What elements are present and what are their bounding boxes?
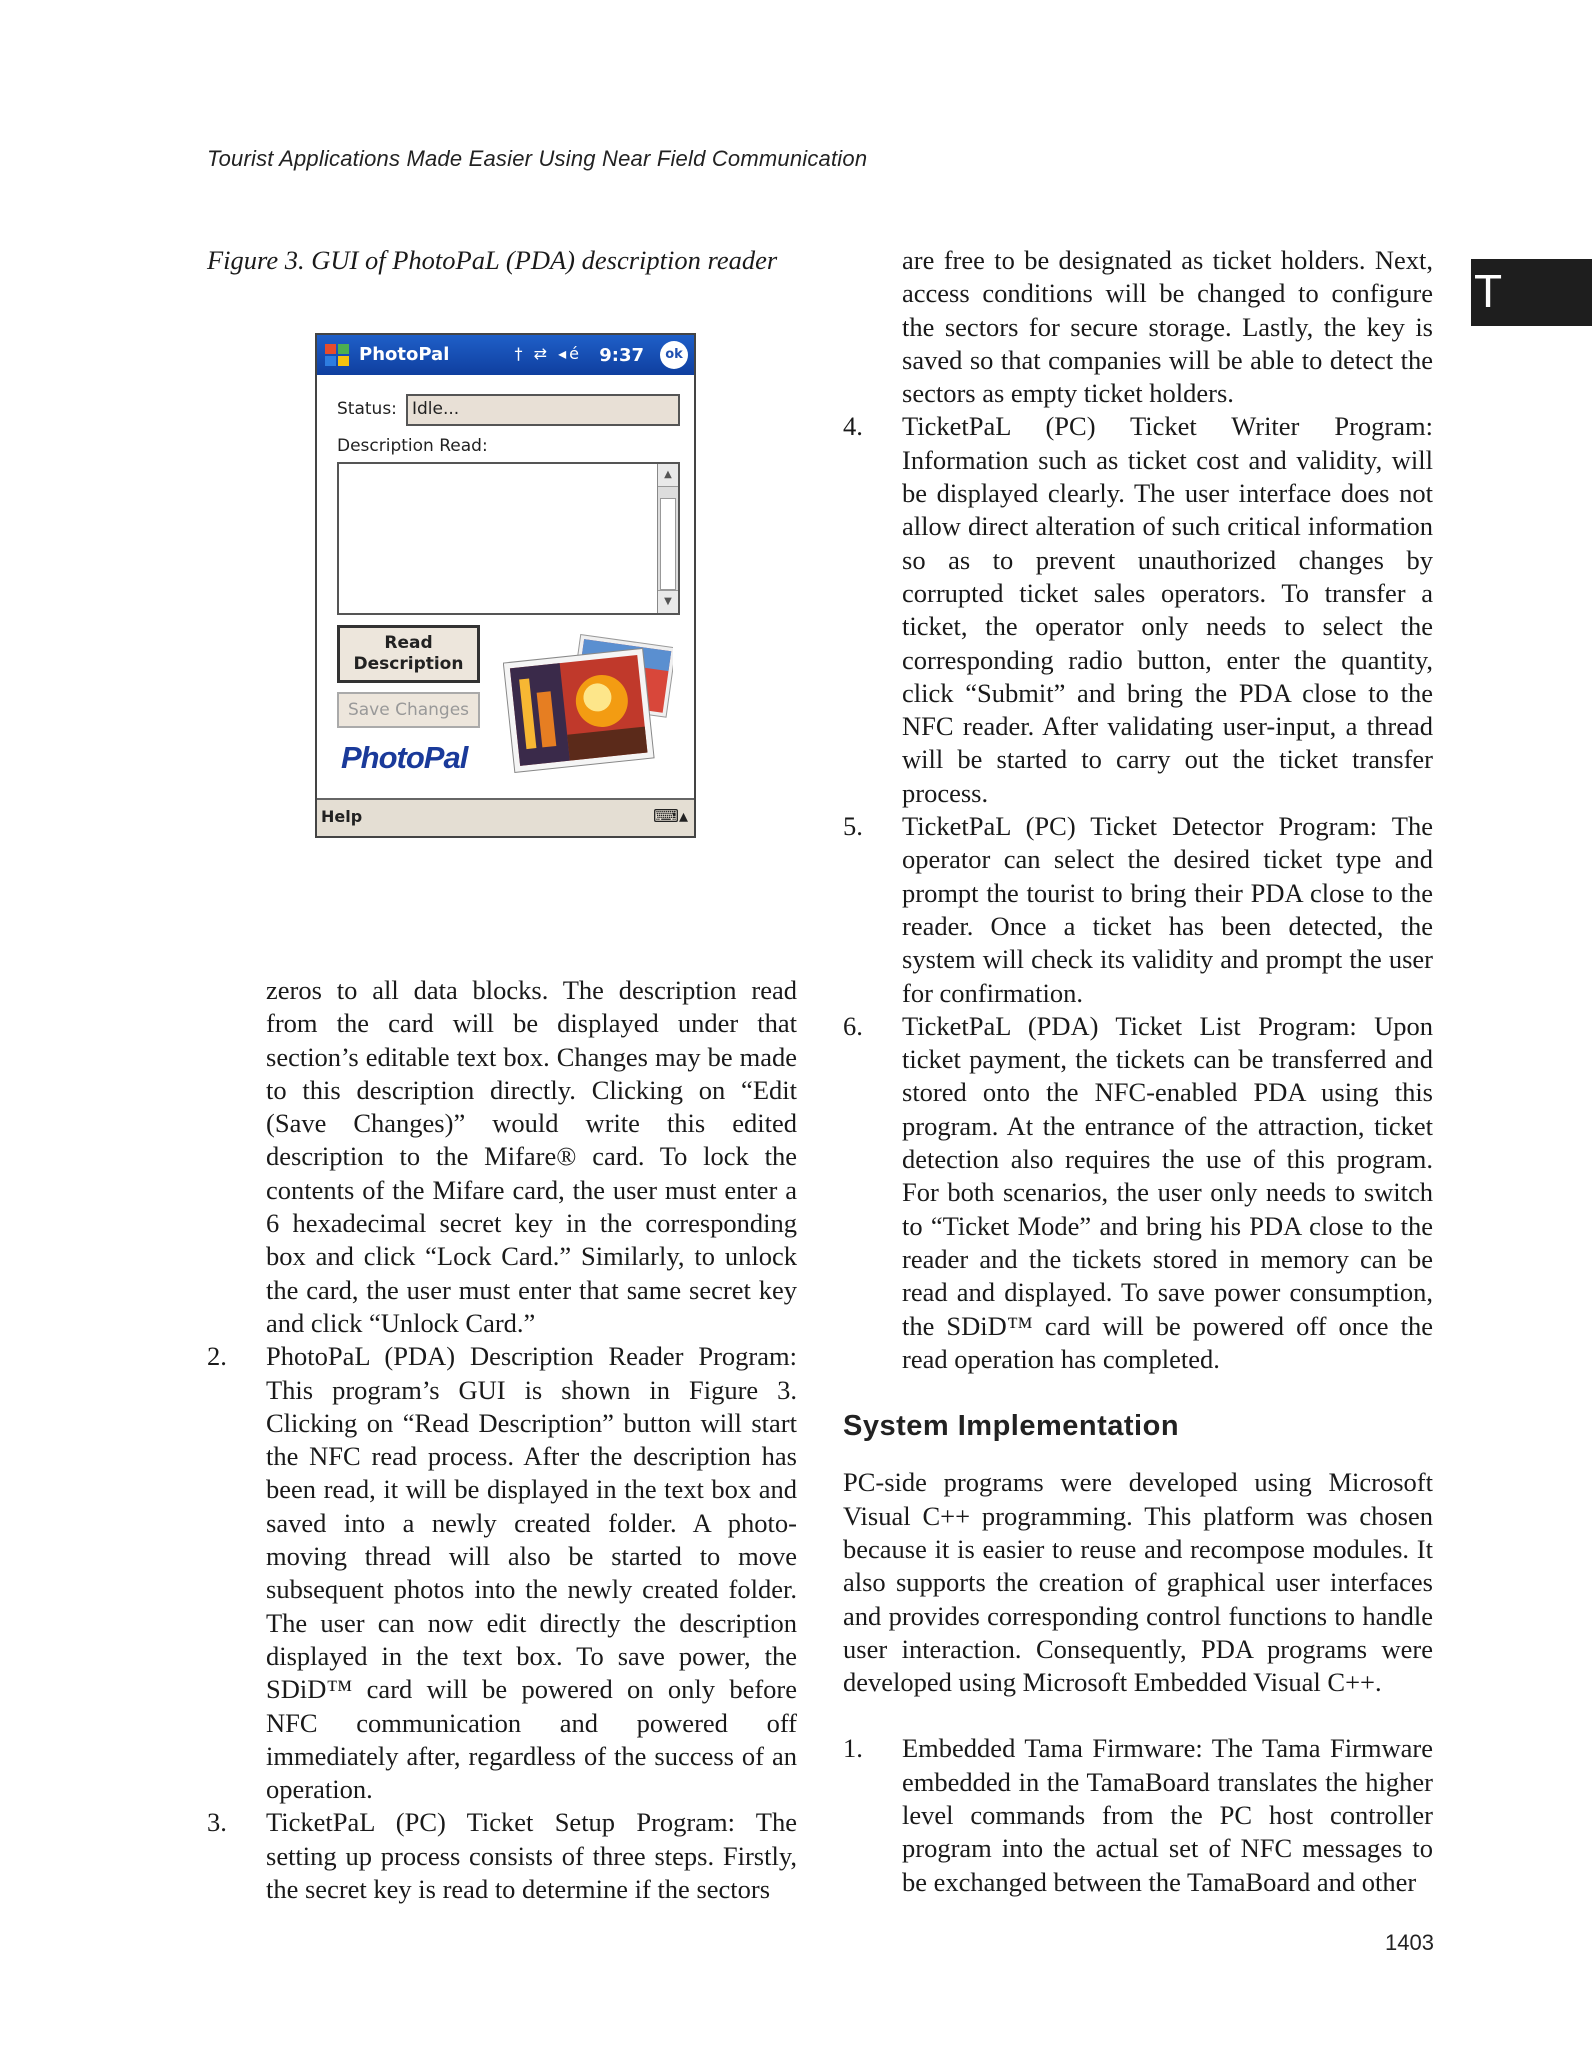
list-item-number: 1. [843, 1733, 863, 1764]
list-item-number: 3. [207, 1807, 227, 1838]
photopal-logo: PhotoPal [341, 740, 468, 775]
keyboard-icon[interactable]: ⌨▴ [652, 806, 688, 827]
list-item-number: 6. [843, 1010, 863, 1041]
pda-titlebar [317, 335, 694, 375]
description-scrollbar[interactable] [657, 464, 678, 613]
pda-clock[interactable]: 9:37 [599, 345, 644, 366]
ok-button[interactable]: ok [660, 341, 688, 369]
list-item [207, 1806, 797, 1906]
pda-connectivity-icon[interactable]: † ⇄ ◂é [514, 344, 582, 363]
list-item-text: TicketPaL (PDA) Ticket List Program: Upon ticket payment, the tickets can be transferred and stored onto the NFC-enabled PDA using this program. At the entrance of the attraction, ticket detection also requires the use of this program. For both scenarios, the user only needs to switch to “Ticket Mode” and bring his PDA close to the reader and the tickets stored in memory can be read and displayed. To save power consumption, the SDiD™ card will be powered off once the read operation has completed. [902, 1010, 1433, 1374]
scroll-down-icon[interactable]: ▼ [658, 590, 678, 613]
save-changes-button[interactable]: Save Changes [337, 692, 480, 728]
running-header: Tourist Applications Made Easier Using Near Field Communication [207, 146, 868, 171]
list-item-text: PhotoPaL (PDA) Description Reader Program: This program’s GUI is shown in Figure 3. Clicking on “Read Description” button will start the NFC read process. After the description has been read, it will be displayed in the text box and saved into a newly created folder. A photo-moving thread will also be started to move subsequent photos into the newly created folder. The user can now edit directly the description displayed in the text box. To save power, the SDiD™ card will be powered on only before NFC communication and powered off immediately after, regardless of the success of an operation. [266, 1341, 797, 1805]
left-column [207, 974, 797, 1906]
photo-stack-image [503, 633, 673, 773]
list-item-number: 5. [843, 811, 863, 842]
status-label: Status: [337, 399, 397, 419]
list-item-text: TicketPaL (PC) Ticket Writer Program: Information such as ticket cost and validity, will be displayed clearly. The user interface does not allow direct alteration of such critical information so as to prevent unauthorized changes by corrupted ticket sales operators. To transfer a ticket, the operator only needs to select the corresponding radio button, enter the quantity, click “Submit” and bring the PDA close to the NFC reader. After validating user-input, a thread will be started to carry out the ticket transfer process. [902, 411, 1433, 808]
status-field: Idle... [406, 394, 680, 426]
scroll-thumb[interactable] [660, 498, 676, 590]
figure-caption: Figure 3. GUI of PhotoPaL (PDA) description reader [207, 245, 778, 275]
page-number: 1403 [1385, 1930, 1434, 1955]
left-continuation-paragraph: zeros to all data blocks. The description read from the card will be displayed under that section’s editable text box. Changes may be made to this description directly. Clicking on “Edit (Save Changes)” would write this edited description to the Mifare® card. To lock the contents of the Mifare card, the user must enter a 6 hexadecimal secret key in the corresponding box and click “Lock Card.” Similarly, to unlock the card, the user must enter that same secret key and click “Unlock Card.” [266, 975, 797, 1338]
section-letter: T [1474, 265, 1503, 317]
right-continuation-paragraph: are free to be designated as ticket holders. Next, access conditions will be changed to configure the sectors for secure storage. Lastly, the key is saved so that companies will be able to detect the sectors as empty ticket holders. [902, 245, 1433, 409]
list-item [843, 810, 1433, 1010]
pda-menubar [317, 798, 694, 836]
list-item [207, 1340, 797, 1806]
section-paragraph: PC-side programs were developed using Microsoft Visual C++ programming. This platform was chosen because it is easier to reuse and recompose modules. It also supports the creation of graphical user interfaces and provides corresponding control functions to handle user interaction. Consequently, PDA programs were developed using Microsoft Embedded Visual C++. [843, 1467, 1433, 1698]
pda-app-title: PhotoPal [359, 344, 450, 365]
description-label: Description Read: [337, 436, 488, 456]
section-thumb-tab [1471, 259, 1592, 326]
list-item [843, 1732, 1433, 1898]
description-textbox[interactable] [337, 462, 680, 615]
list-item-text: Embedded Tama Firmware: The Tama Firmware embedded in the TamaBoard translates the higher level commands from the PC host controller program into the actual set of NFC messages to be exchanged between the TamaBoard and other [902, 1733, 1433, 1897]
right-column [843, 244, 1433, 1899]
list-item-number: 4. [843, 411, 863, 442]
read-description-button[interactable]: Read Description [337, 625, 480, 683]
pda-screenshot [315, 333, 696, 838]
windows-start-icon[interactable] [323, 341, 351, 369]
section-heading: System Implementation [843, 1410, 1180, 1443]
list-item [843, 1010, 1433, 1376]
list-item [843, 410, 1433, 810]
scroll-up-icon[interactable]: ▲ [658, 464, 678, 487]
help-menu[interactable]: Help [321, 807, 363, 826]
list-item-text: TicketPaL (PC) Ticket Setup Program: The setting up process consists of three steps. Firstly, the secret key is read to determine if the sectors [266, 1807, 797, 1905]
list-item-text: TicketPaL (PC) Ticket Detector Program: The operator can select the desired ticket type and prompt the tourist to bring their PDA close to the reader. Once a ticket has been detected, the system will check its validity and prompt the user for confirmation. [902, 811, 1433, 1008]
list-item-number: 2. [207, 1341, 227, 1372]
